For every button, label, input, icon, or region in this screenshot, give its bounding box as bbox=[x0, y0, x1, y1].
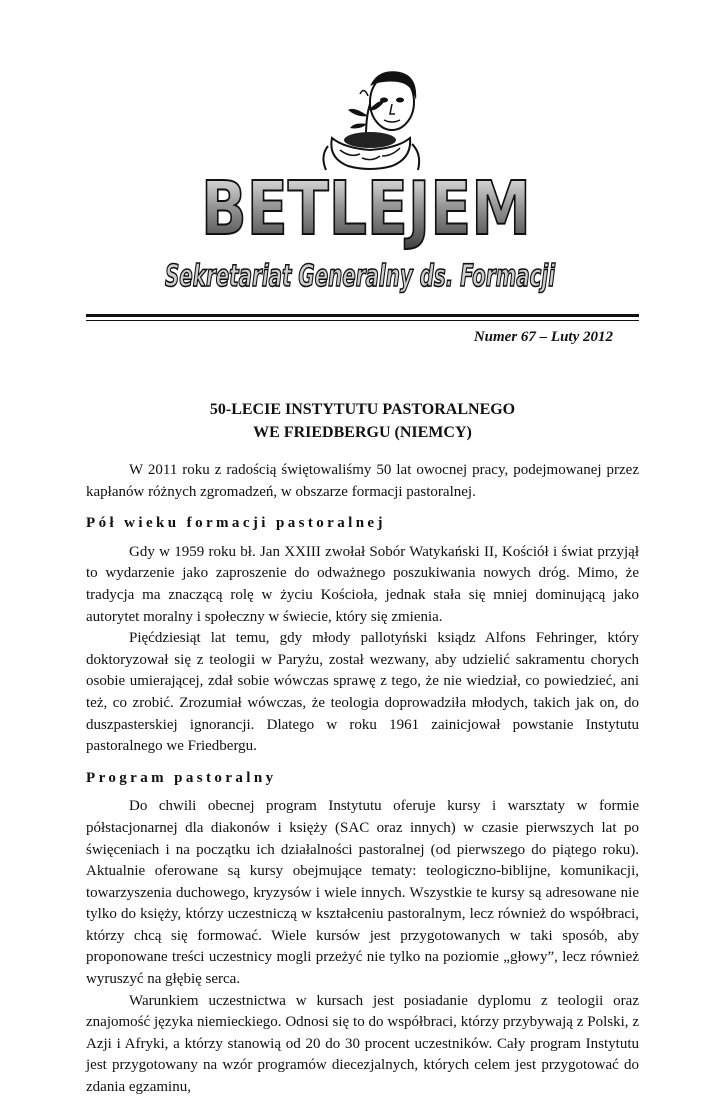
masthead-logo-subtitle bbox=[160, 250, 560, 300]
masthead-logo-title bbox=[196, 162, 536, 252]
masthead-title-text: BETLEJEM bbox=[201, 166, 531, 252]
section-2-paragraph-1: Do chwili obecnej program Instytutu oferuje kursy i warsztaty w formie półstacjonarnej dla diakonów i księży (SAC oraz innych) w czasie pierwszych lat po święceniach i na początku ich działalności pastoralnej (od pierwszego do piątego roku). Aktualnie oferowane są kursy obejmujące tematy: teologiczno-biblijne, komunikacji, towarzyszenia duchowego, kryzysów i wiele innych. Wszystkie te kursy są adresowane nie tylko do księży, którzy uczestniczą w kształceniu pastoralnym, lecz również do współbraci, którzy chcą się formować. Wiele kursów jest przygotowanych w taki sposób, aby proponowane treści uczestnicy mogli przeżyć nie tylko na poziomie „głowy”, lecz również wyruszyć na głębię serca. bbox=[86, 798, 639, 988]
section-heading-2: Program pastoralny bbox=[86, 769, 277, 786]
article-title-line-2: WE FRIEDBERGU (NIEMCY) bbox=[253, 424, 472, 441]
article-title bbox=[86, 398, 639, 444]
section-1-paragraph-2: Pięćdziesiąt lat temu, gdy młody pallotyński ksiądz Alfons Fehringer, który doktoryzował się z teologii w Paryżu, został wezwany, aby udzielić sakramentu chorych osobie umierającej, zdał sobie wówczas sprawę z tego, że nie wiedział, co powiedzieć, ani też, co zrobić. Zrozumiał wówczas, że teologia doprowadziła młodych, takich jak on, do duszpasterskiej ignorancji. Dlatego w roku 1961 zainicjował powstanie Instytutu pastoralnego we Friedbergu. bbox=[86, 630, 639, 755]
section-2-paragraph-2: Warunkiem uczestnictwa w kursach jest posiadanie dyplomu z teologii oraz znajomość języka niemieckiego. Odnosi się to do współbraci, którzy przybywają z Polski, z Azji i Afryki, a którzy stanowią od 20 do 30 procent uczestników. Cały program Instytutu jest przygotowany na wzór programów diecezjalnych, których celem jest przygotować do zdania egzaminu, bbox=[86, 992, 639, 1096]
masthead-divider-thin bbox=[86, 320, 639, 321]
article-body bbox=[86, 460, 639, 1099]
intro-paragraph: W 2011 roku z radością świętowaliśmy 50 lat owocnej pracy, podejmowanej przez kapłanów różnych zgromadzeń, w obszarze formacji pastoralnej. bbox=[86, 462, 639, 500]
issue-number: Numer 67 – Luty 2012 bbox=[473, 329, 613, 345]
masthead-subtitle-text: Sekretariat Generalny ds. Formacji bbox=[165, 259, 556, 294]
hands-seedling-illustration bbox=[318, 66, 436, 174]
section-heading-1: Pół wieku formacji pastoralnej bbox=[86, 515, 386, 532]
article-title-line-1: 50-LECIE INSTYTUTU PASTORALNEGO bbox=[209, 401, 516, 418]
masthead-divider bbox=[86, 314, 639, 317]
section-1-paragraph-1: Gdy w 1959 roku bł. Jan XXIII zwołał Sobór Watykański II, Kościół i świat przyjął to wydarzenie jako zaproszenie do odważnego poszukiwania nowych dróg. Mimo, że tradycja ma znaczącą rolę w życiu Kościoła, jednak stała się mniej dominującą jako autorytet moralny i społeczny w świecie, który się zmienia. bbox=[86, 543, 639, 625]
